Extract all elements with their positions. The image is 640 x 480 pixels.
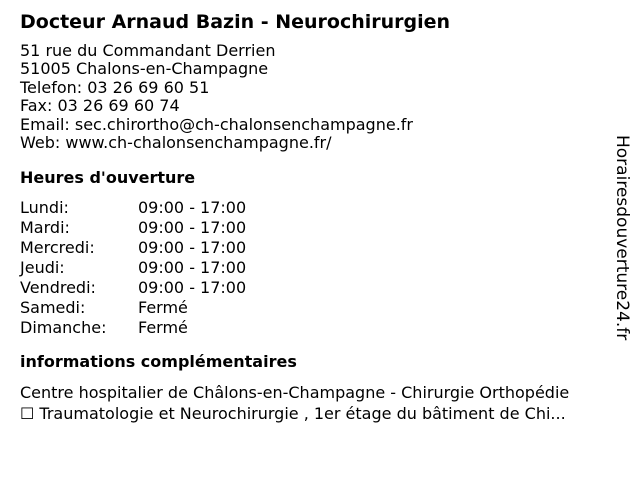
- info-description: [20, 382, 620, 424]
- address-street: 51 rue du Commandant Derrien: [20, 41, 276, 60]
- hours-day: Mardi:: [20, 218, 70, 238]
- hours-row-jeudi: [20, 258, 620, 278]
- hours-row-lundi: [20, 198, 620, 218]
- hours-day: Jeudi:: [20, 258, 65, 278]
- hours-time: Fermé: [138, 318, 188, 338]
- hours-row-vendredi: [20, 278, 620, 298]
- hours-time: 09:00 - 17:00: [138, 238, 247, 258]
- info-line-2: ☐ Traumatologie et Neurochirurgie , 1er étage du bâtiment de Chi...: [20, 404, 566, 424]
- fax-number: Fax: 03 26 69 60 74: [20, 96, 180, 116]
- website-link[interactable]: Web: www.ch-chalonsenchampagne.fr/: [20, 133, 332, 153]
- site-watermark: Horairesdouverture24.fr: [612, 135, 632, 341]
- hours-row-dimanche: [20, 318, 620, 338]
- hours-row-mardi: [20, 218, 620, 238]
- hours-time: Fermé: [138, 298, 188, 318]
- hours-time: 09:00 - 17:00: [138, 198, 247, 218]
- hours-row-samedi: [20, 298, 620, 318]
- email-address[interactable]: Email: sec.chirortho@ch-chalonsenchampagne.fr: [20, 114, 413, 134]
- hours-day: Lundi:: [20, 198, 69, 218]
- hours-day: Dimanche:: [20, 318, 107, 338]
- hours-table: [20, 198, 620, 338]
- hours-time: 09:00 - 17:00: [138, 278, 247, 298]
- hours-day: Mercredi:: [20, 238, 95, 258]
- address-city: 51005 Chalons-en-Champagne: [20, 59, 269, 79]
- info-line-1: Centre hospitalier de Châlons-en-Champagne - Chirurgie Orthopédie: [20, 383, 570, 403]
- page-title: Docteur Arnaud Bazin - Neurochirurgien: [20, 11, 451, 33]
- hours-time: 09:00 - 17:00: [138, 258, 247, 278]
- hours-row-mercredi: [20, 238, 620, 258]
- hours-day: Vendredi:: [20, 278, 96, 298]
- hours-heading: Heures d'ouverture: [20, 168, 196, 188]
- phone-number[interactable]: Telefon: 03 26 69 60 51: [20, 77, 210, 97]
- hours-time: 09:00 - 17:00: [138, 218, 247, 238]
- listing-card: [20, 10, 620, 424]
- contact-block: [20, 42, 620, 152]
- info-heading: informations complémentaires: [20, 352, 297, 372]
- hours-day: Samedi:: [20, 298, 86, 318]
